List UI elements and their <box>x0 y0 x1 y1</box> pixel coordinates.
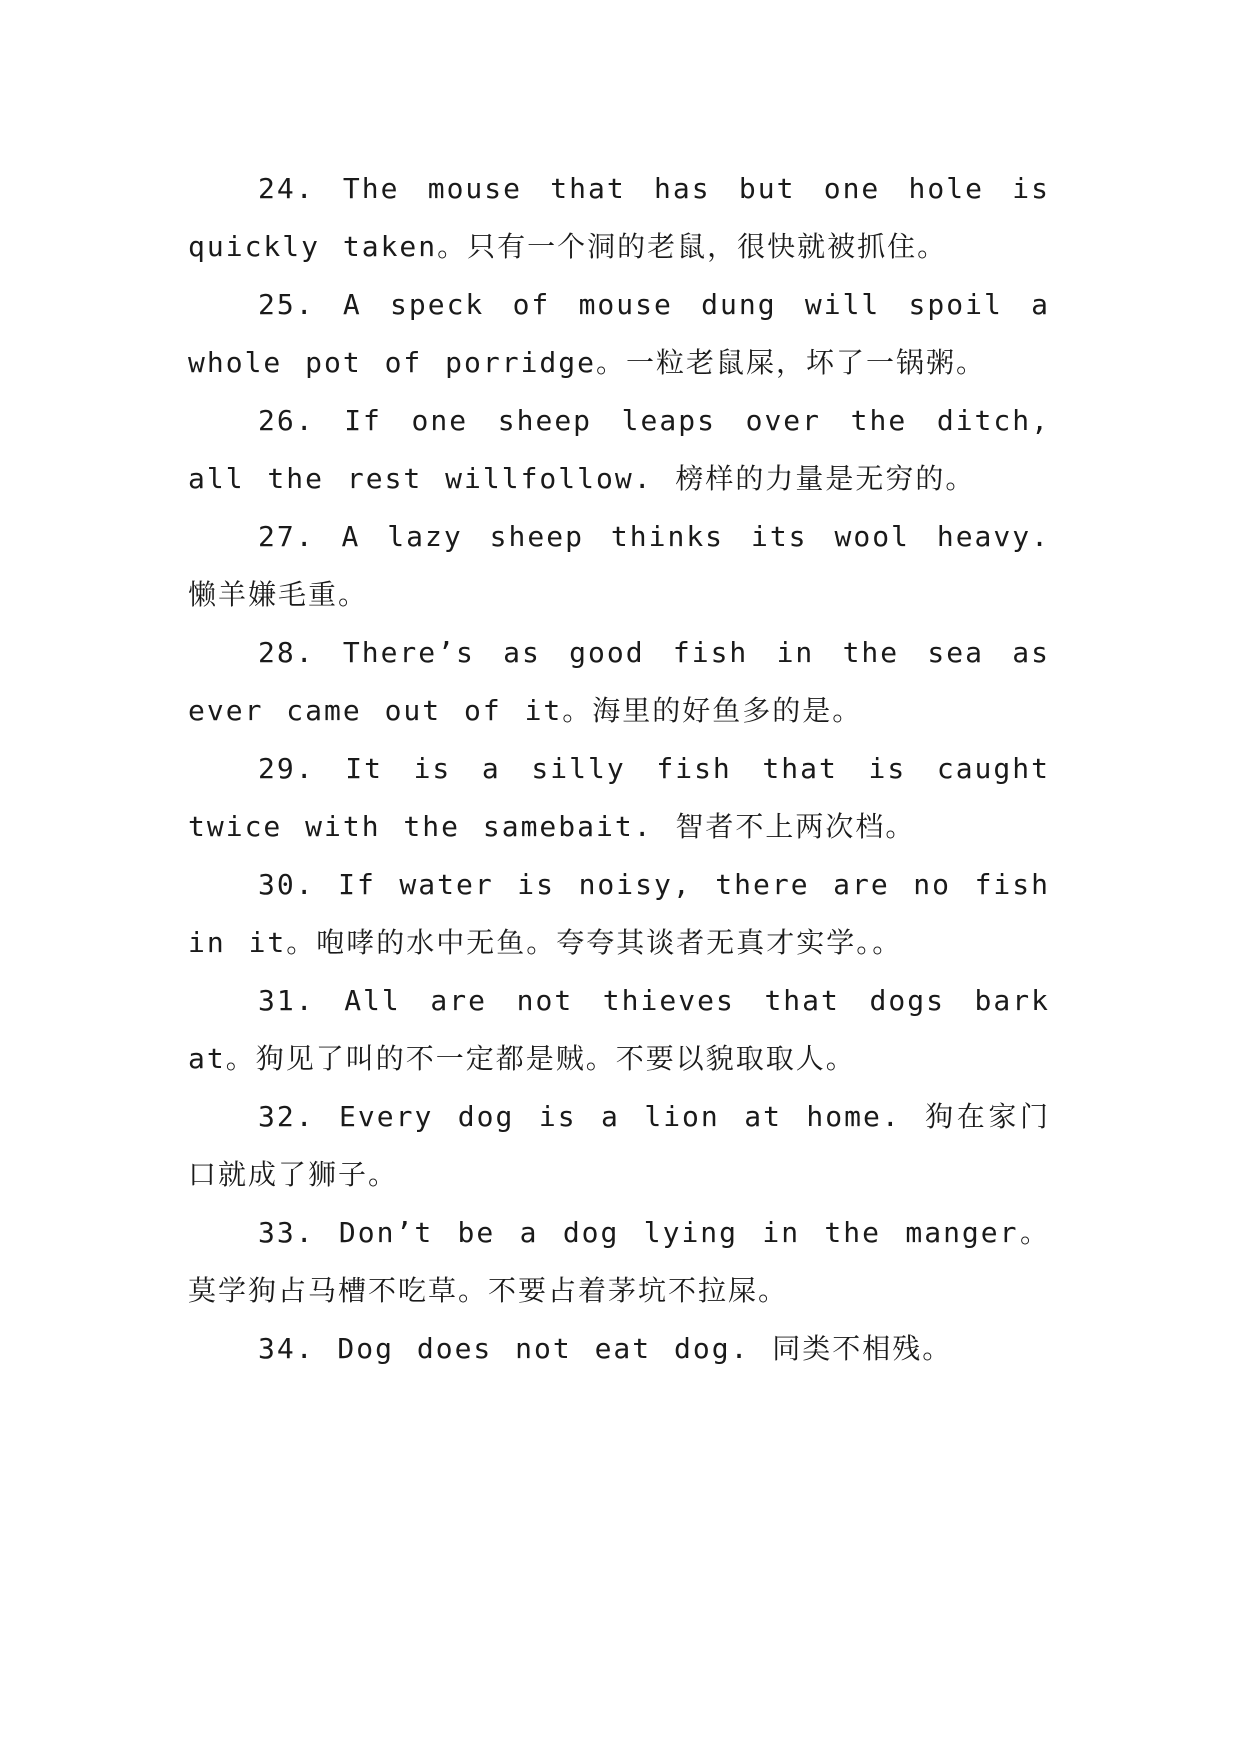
proverb-24: 24. The mouse that has but one hole is quickly taken。只有一个洞的老鼠，很快就被抓住。 <box>188 172 1050 263</box>
proverb-30: 30. If water is noisy, there are no fish in it。咆哮的水中无鱼。夸夸其谈者无真才实学。。 <box>188 868 1050 959</box>
proverb-28: 28. There’s as good fish in the sea as ever came out of it。海里的好鱼多的是。 <box>188 636 1050 727</box>
proverb-list <box>188 160 1050 1378</box>
proverb-33: 33. Don’t be a dog lying in the manger。莫学狗占马槽不吃草。不要占着茅坑不拉屎。 <box>188 1216 1050 1307</box>
proverb-32: 32. Every dog is a lion at home. 狗在家门口就成了狮子。 <box>188 1100 1050 1191</box>
proverb-25: 25. A speck of mouse dung will spoil a whole pot of porridge。一粒老鼠屎，坏了一锅粥。 <box>188 288 1050 379</box>
proverb-31: 31. All are not thieves that dogs bark at。狗见了叫的不一定都是贼。不要以貌取取人。 <box>188 984 1050 1075</box>
proverb-26: 26. If one sheep leaps over the ditch, all the rest willfollow. 榜样的力量是无穷的。 <box>188 404 1050 495</box>
proverb-34: 34. Dog does not eat dog. 同类不相残。 <box>258 1332 953 1365</box>
proverb-29: 29. It is a silly fish that is caught twice with the samebait. 智者不上两次档。 <box>188 752 1050 843</box>
proverb-27: 27. A lazy sheep thinks its wool heavy. 懒羊嫌毛重。 <box>188 520 1050 611</box>
